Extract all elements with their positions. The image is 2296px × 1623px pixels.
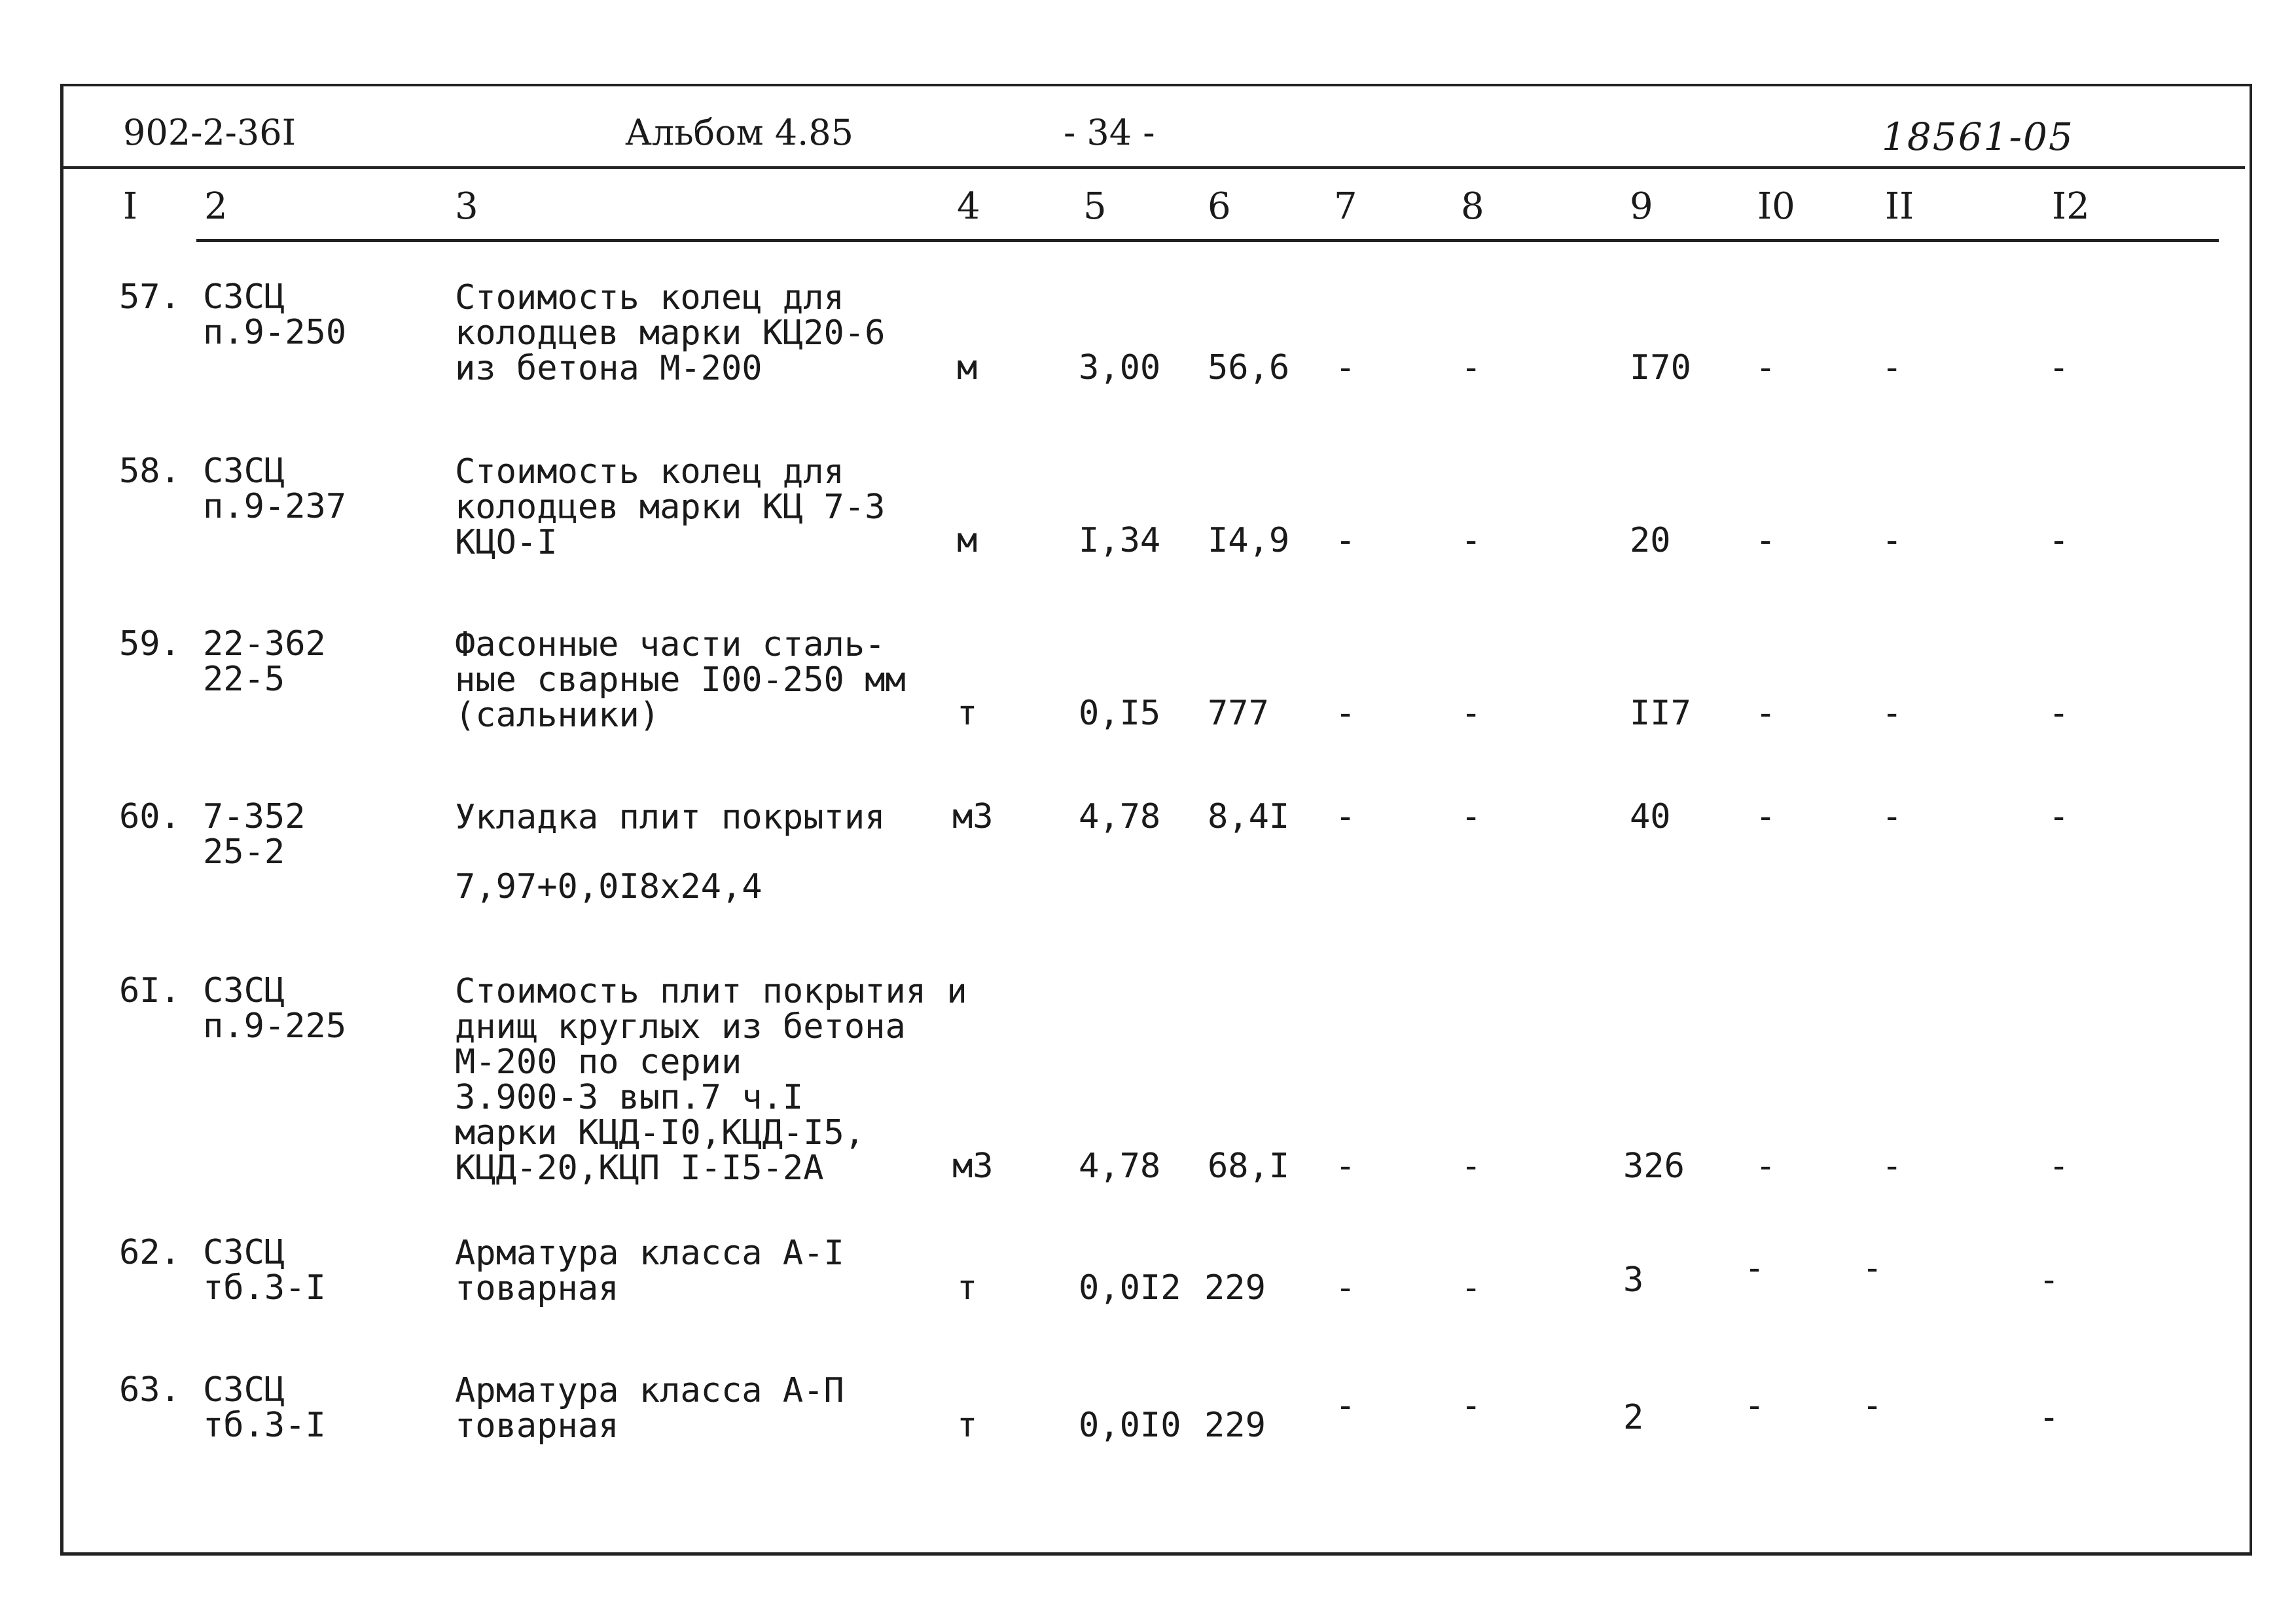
rate-code-line: СЗСЦ — [203, 452, 285, 491]
description-line: КЦД-20,КЦП I-I5-2А — [455, 1149, 824, 1188]
col7-cell: - — [1335, 521, 1356, 560]
column-header-1: I — [123, 185, 138, 228]
column-header-10: I0 — [1757, 185, 1795, 228]
description-line: Фасонные части сталь- — [455, 625, 886, 664]
col7-cell: - — [1335, 1147, 1356, 1186]
quantity-cell: 0,I5 — [1079, 694, 1161, 733]
col7-cell: - — [1335, 1268, 1356, 1308]
rate-code-line: СЗСЦ — [203, 1233, 285, 1272]
description-line: ные сварные I00-250 мм — [455, 660, 906, 700]
rate-code-line: СЗСЦ — [203, 1370, 285, 1410]
album-label: Альбом 4.85 — [625, 112, 854, 153]
col11-cell: - — [1882, 521, 1903, 560]
price-cell: 68,I — [1208, 1147, 1290, 1186]
description-line: колодцев марки КЦ20-6 — [455, 313, 886, 353]
row-number: 62. — [119, 1233, 181, 1272]
rate-code-line: п.9-237 — [203, 487, 347, 526]
row-number: 60. — [119, 797, 181, 836]
col10-cell: - — [1755, 694, 1776, 733]
quantity-cell: I,34 — [1079, 521, 1161, 560]
quantity-cell: 0,0I0 — [1079, 1406, 1181, 1445]
col12-cell: - — [2049, 521, 2070, 560]
description-line: Арматура класса А-I — [455, 1234, 844, 1273]
description-line: 3.900-3 вып.7 ч.I — [455, 1078, 804, 1117]
col7-cell: - — [1335, 1386, 1356, 1425]
rate-code-line: тб.3-I — [203, 1406, 326, 1445]
total-cell: II7 — [1630, 694, 1691, 733]
column-header-3: 3 — [455, 185, 478, 228]
col8-cell: - — [1461, 348, 1482, 387]
col10-cell: - — [1755, 797, 1776, 836]
col11-cell: - — [1882, 348, 1903, 387]
total-cell: 40 — [1630, 797, 1671, 836]
header-divider — [63, 166, 2245, 169]
rate-code-line: 7-352 — [203, 797, 306, 836]
price-cell: 8,4I — [1208, 797, 1290, 836]
col12-cell: - — [2049, 348, 2070, 387]
col7-cell: - — [1335, 694, 1356, 733]
column-header-6: 6 — [1208, 185, 1231, 228]
col10-cell: - — [1744, 1386, 1765, 1425]
total-cell: 326 — [1623, 1147, 1685, 1186]
row-number: 6I. — [119, 971, 181, 1010]
quantity-cell: 4,78 — [1079, 797, 1161, 836]
rate-code-line: п.9-250 — [203, 313, 347, 352]
description-line: М-200 по серии — [455, 1043, 742, 1082]
total-cell: 20 — [1630, 521, 1671, 560]
quantity-cell: 0,0I2 — [1079, 1268, 1181, 1308]
calculation-note: 7,97+0,0I8x24,4 — [455, 867, 762, 906]
col11-cell: - — [1882, 797, 1903, 836]
col7-cell: - — [1335, 348, 1356, 387]
handwritten-reference: 18561-05 — [1882, 115, 2074, 159]
column-header-8: 8 — [1461, 185, 1484, 228]
unit-cell: т — [957, 1406, 978, 1445]
col11-cell: - — [1882, 1147, 1903, 1186]
col7-cell: - — [1335, 797, 1356, 836]
quantity-cell: 3,00 — [1079, 348, 1161, 387]
price-cell: 229 — [1204, 1406, 1266, 1445]
col8-cell: - — [1461, 521, 1482, 560]
column-header-12: I2 — [2052, 185, 2090, 228]
row-number: 59. — [119, 624, 181, 664]
quantity-cell: 4,78 — [1079, 1147, 1161, 1186]
unit-cell: т — [957, 1268, 978, 1308]
column-header-9: 9 — [1630, 185, 1653, 228]
rate-code-line: 25-2 — [203, 832, 285, 872]
column-header-2: 2 — [204, 185, 228, 228]
total-cell: 2 — [1623, 1398, 1644, 1437]
col12-cell: - — [2039, 1398, 2060, 1437]
document-code: 902-2-36I — [123, 112, 296, 153]
column-header-11: II — [1885, 185, 1914, 228]
col10-cell: - — [1755, 521, 1776, 560]
price-cell: 777 — [1208, 694, 1269, 733]
col11-cell: - — [1882, 694, 1903, 733]
unit-cell: м3 — [952, 1147, 994, 1186]
price-cell: 229 — [1204, 1268, 1266, 1308]
col12-cell: - — [2049, 1147, 2070, 1186]
description-line: товарная — [455, 1406, 619, 1446]
rate-code-line: 22-362 — [203, 624, 326, 664]
description-line: Арматура класса А-П — [455, 1371, 844, 1410]
col12-cell: - — [2049, 694, 2070, 733]
col8-cell: - — [1461, 1147, 1482, 1186]
description-line: Стоимость плит покрытия и — [455, 972, 967, 1011]
description-line: Укладка плит покрытия — [455, 798, 886, 837]
unit-cell: м — [957, 348, 978, 387]
col10-cell: - — [1755, 1147, 1776, 1186]
col10-cell: - — [1744, 1249, 1765, 1288]
row-number: 58. — [119, 452, 181, 491]
price-cell: I4,9 — [1208, 521, 1290, 560]
col11-cell: - — [1862, 1386, 1883, 1425]
description-line: Стоимость колец для — [455, 452, 844, 491]
description-line: КЦО-I — [455, 523, 558, 562]
rate-code-line: 22-5 — [203, 660, 285, 699]
total-cell: I70 — [1630, 348, 1691, 387]
description-line: колодцев марки КЦ 7-3 — [455, 488, 886, 527]
col8-cell: - — [1461, 797, 1482, 836]
unit-cell: м — [957, 521, 978, 560]
unit-cell: т — [957, 694, 978, 733]
rate-code-line: СЗСЦ — [203, 971, 285, 1010]
column-header-divider — [196, 239, 2219, 242]
total-cell: 3 — [1623, 1260, 1644, 1300]
column-header-5: 5 — [1083, 185, 1107, 228]
col12-cell: - — [2049, 797, 2070, 836]
column-header-4: 4 — [957, 185, 980, 228]
description-line: Стоимость колец для — [455, 278, 844, 317]
description-line: товарная — [455, 1269, 619, 1308]
rate-code-line: п.9-225 — [203, 1007, 347, 1046]
col10-cell: - — [1755, 348, 1776, 387]
col11-cell: - — [1862, 1249, 1883, 1288]
rate-code-line: СЗСЦ — [203, 277, 285, 317]
description-line: из бетона М-200 — [455, 349, 762, 388]
col8-cell: - — [1461, 1268, 1482, 1308]
description-line: (сальники) — [455, 696, 660, 735]
price-cell: 56,6 — [1208, 348, 1290, 387]
description-line: днищ круглых из бетона — [455, 1007, 906, 1046]
col8-cell: - — [1461, 1386, 1482, 1425]
row-number: 63. — [119, 1370, 181, 1410]
row-number: 57. — [119, 277, 181, 317]
page-number: - 34 - — [1064, 112, 1155, 153]
unit-cell: м3 — [952, 797, 994, 836]
description-line: марки КЦД-I0,КЦД-I5, — [455, 1113, 865, 1152]
column-header-7: 7 — [1334, 185, 1357, 228]
col12-cell: - — [2039, 1260, 2060, 1300]
col8-cell: - — [1461, 694, 1482, 733]
rate-code-line: тб.3-I — [203, 1268, 326, 1308]
